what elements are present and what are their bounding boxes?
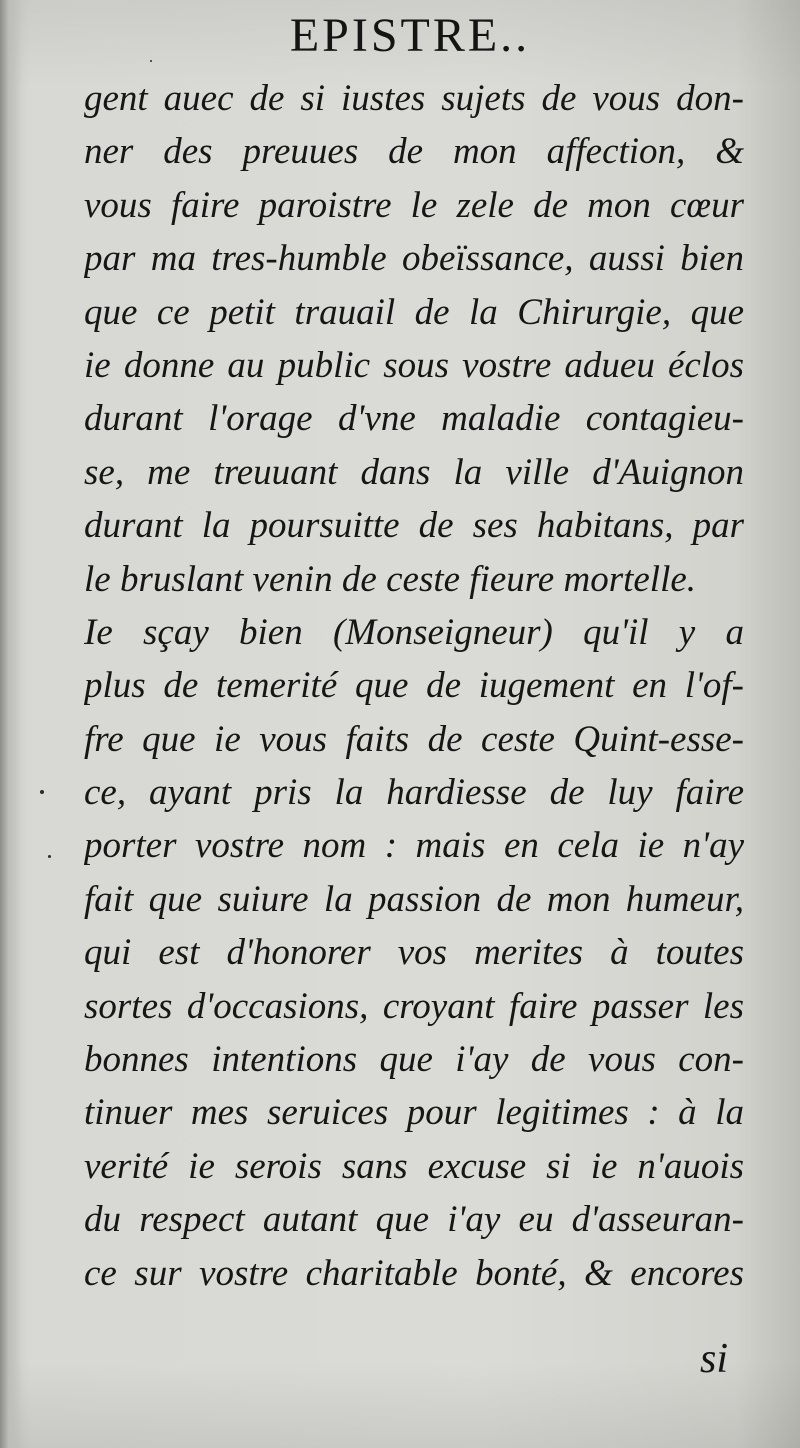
text-line: bonnes intentions que i'ay de vous con- [84,1039,744,1081]
text-line: plus de temerité que de iugement en l'of- [84,665,744,707]
body-text [84,72,744,1300]
text-line: ce, ayant pris la hardiesse de luy faire [84,772,744,814]
text-line: le bruslant venin de ceste fieure mortelle. [84,558,697,600]
text-line: tinuer mes seruices pour legitimes : à la [84,1092,744,1134]
text-line: ner des preuues de mon affection, & [84,131,744,173]
text-line: que ce petit trauail de la Chirurgie, que [84,291,744,333]
text-line: ie donne au public sous vostre adueu éclos [84,344,744,386]
text-line: du respect autant que i'ay eu d'asseuran- [84,1199,744,1241]
running-head: EPISTRE.. [289,9,531,62]
text-line: vous faire paroistre le zele de mon cœur [84,184,744,226]
text-line: Ie sçay bien (Monseigneur) qu'il y a [84,611,744,653]
text-line: gent auec de si iustes sujets de vous don- [84,78,744,119]
text-line: fre que ie vous faits de ceste Quint-esse- [84,718,744,760]
ink-speck [40,790,44,794]
text-line: durant la poursuitte de ses habitans, par [84,505,744,547]
text-line: fait que suiure la passion de mon humeur, [84,878,744,920]
text-line: durant l'orage d'vne maladie contagieu- [84,398,744,440]
text-line: porter vostre nom : mais en cela ie n'ay [84,825,744,867]
text-line: sortes d'occasions, croyant faire passer les [84,985,744,1027]
text-line: par ma tres-humble obeïssance, aussi bien [84,238,744,280]
text-line: verité ie serois sans excuse si ie n'auois [84,1145,744,1187]
catchword: si [700,1336,729,1382]
ink-speck [48,855,51,858]
text-line: qui est d'honorer vos merites à toutes [84,932,744,974]
text-line: ce sur vostre charitable bonté, & encores [84,1252,744,1294]
ink-speck [150,60,152,62]
text-line: se, me treuuant dans la ville d'Auignon [84,451,744,493]
gutter-shadow [0,0,22,1448]
